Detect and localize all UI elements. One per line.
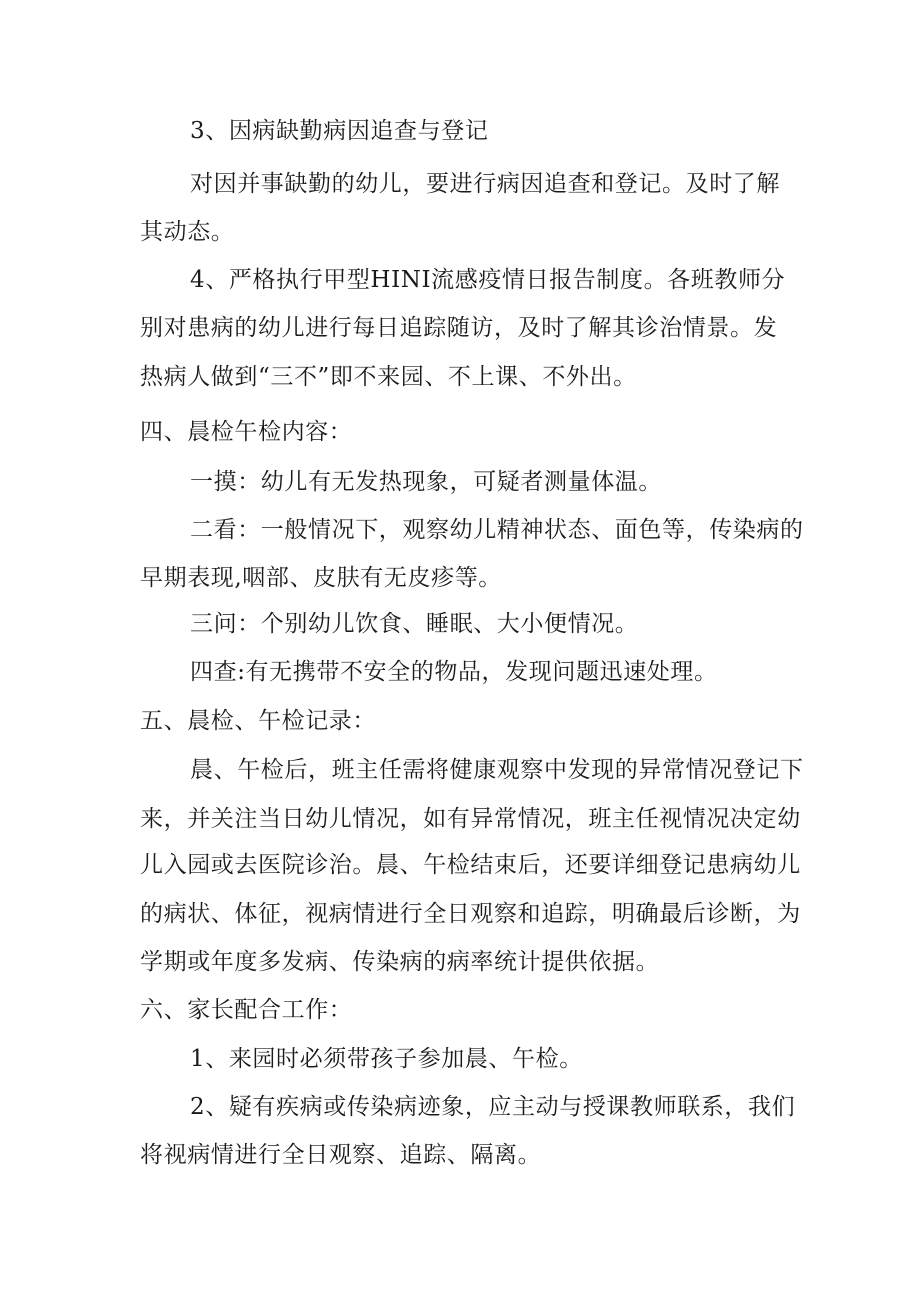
section-5-heading: 五、晨检、午检记录：: [140, 708, 376, 734]
paragraph-line: 1、来园时必须带孩子参加晨、午检。: [190, 1046, 583, 1072]
paragraph-line: 学期或年度多发病、传染病的病率统计提供依据。: [140, 949, 660, 975]
paragraph-line: 三问：个别幼儿饮食、睡眠、大小便情况。: [190, 611, 639, 637]
paragraph-line: 来，并关注当日幼儿情况，如有异常情况，班主任视情况决定幼: [140, 806, 801, 832]
item-3-heading: 3、因病缺勤病因追查与登记: [190, 118, 489, 144]
section-4-heading: 四、晨检午检内容：: [140, 419, 353, 445]
paragraph-line: 晨、午检后，班主任需将健康观察中发现的异常情况登记下: [190, 757, 804, 783]
section-6-heading: 六、家长配合工作：: [140, 997, 353, 1023]
paragraph-line: 热病人做到“三不”即不来园、不上课、不外出。: [140, 364, 637, 390]
paragraph-line: 将视病情进行全日观察、追踪、隔离。: [140, 1142, 542, 1168]
paragraph-line: 别对患病的幼儿进行每日追踪随访，及时了解其诊治情景。发: [140, 315, 778, 341]
paragraph-line: 二看：一般情况下，观察幼儿精神状态、面色等，传染病的: [190, 517, 804, 543]
paragraph-line: 对因并事缺勤的幼儿，要进行病因追查和登记。及时了解: [190, 171, 780, 197]
paragraph-line: 儿入园或去医院诊治。晨、午检结束后，还要详细登记患病幼儿: [140, 852, 801, 878]
paragraph-line: 一摸：幼儿有无发热现象，可疑者测量体温。: [190, 469, 662, 495]
paragraph-line: 其动态。: [140, 219, 235, 245]
paragraph-line: 四查:有无携带不安全的物品，发现问题迅速处理。: [190, 659, 718, 685]
paragraph-line: 的病状、体征，视病情进行全日观察和追踪，明确最后诊断，为: [140, 901, 801, 927]
paragraph-line: 早期表现,咽部、皮肤有无皮疹等。: [140, 565, 502, 591]
paragraph-line: 4、严格执行甲型HINI流感疫情日报告制度。各班教师分: [190, 267, 786, 293]
paragraph-line: 2、疑有疾病或传染病迹象，应主动与授课教师联系，我们: [190, 1094, 796, 1120]
